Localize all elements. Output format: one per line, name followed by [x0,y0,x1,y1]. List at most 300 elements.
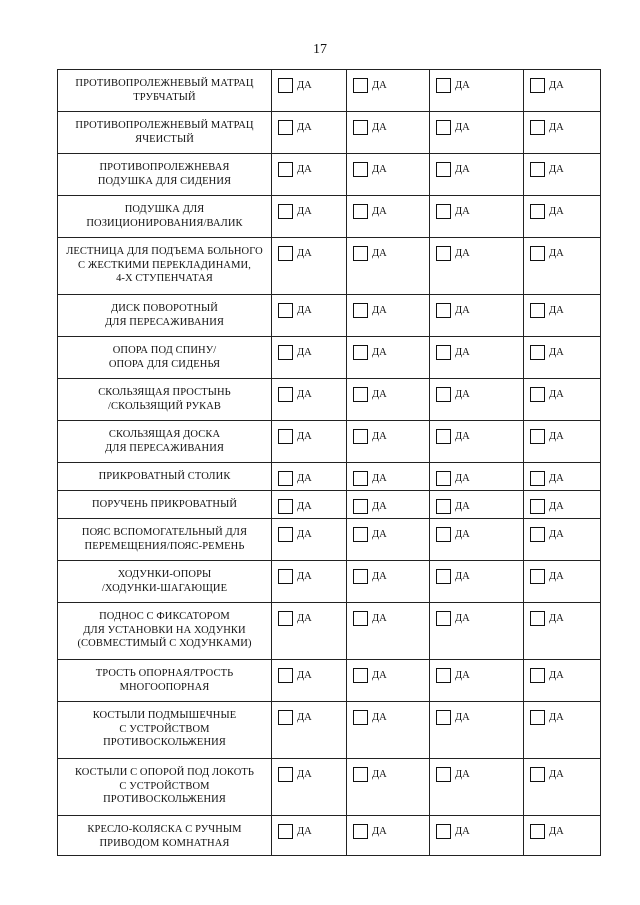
checkbox[interactable] [530,611,545,626]
item-name-line: ТРОСТЬ ОПОРНАЯ/ТРОСТЬ [95,668,234,679]
checkbox[interactable] [530,78,545,93]
yes-checkbox-option[interactable] [272,196,346,219]
yes-checkbox-option[interactable] [524,238,600,261]
item-name-cell [58,154,272,196]
option-cell [272,561,347,603]
checkbox[interactable] [436,499,451,514]
yes-checkbox-option[interactable] [524,154,600,177]
option-cell [524,660,601,702]
table-row [58,491,601,519]
item-name-line: ПОЗИЦИОНИРОВАНИЯ/ВАЛИК [86,217,243,229]
yes-checkbox-option[interactable] [524,561,600,584]
option-cell [272,603,347,660]
item-name-line: (СОВМЕСТИМЫЙ С ХОДУНКАМИ) [77,638,252,649]
checkbox-label: ДА [372,472,387,484]
checkbox-label: ДА [549,825,564,837]
yes-checkbox-option[interactable] [524,660,600,683]
yes-checkbox-option[interactable] [430,196,523,219]
option-cell [430,759,524,816]
checkbox-label: ДА [372,768,387,780]
checkbox[interactable] [278,345,293,360]
checkbox[interactable] [278,527,293,542]
item-name-line: ПЕРЕМЕЩЕНИЯ/ПОЯС-РЕМЕНЬ [84,540,245,552]
option-cell [524,112,601,154]
table-row [58,379,601,421]
checkbox-label: ДА [455,346,470,358]
checkbox-label: ДА [455,669,470,681]
checkbox[interactable] [436,246,451,261]
checkbox[interactable] [436,78,451,93]
yes-checkbox-option[interactable] [272,421,346,444]
option-cell [347,660,430,702]
yes-checkbox-option[interactable] [272,337,346,360]
option-cell [430,491,524,519]
yes-checkbox-option[interactable] [430,759,523,782]
yes-checkbox-option[interactable] [347,491,429,514]
checkbox[interactable] [530,246,545,261]
checkbox[interactable] [353,387,368,402]
checkbox[interactable] [436,668,451,683]
table-row [58,660,601,702]
yes-checkbox-option[interactable] [524,112,600,135]
checkbox-label: ДА [372,388,387,400]
checkbox[interactable] [353,471,368,486]
yes-checkbox-option[interactable] [430,702,523,725]
checkbox-label: ДА [455,388,470,400]
yes-checkbox-option[interactable] [524,337,600,360]
item-name-line: 4-Х СТУПЕНЧАТАЯ [116,273,213,284]
checkbox[interactable] [353,345,368,360]
checkbox-label: ДА [372,570,387,582]
checkbox[interactable] [353,767,368,782]
checkbox-label: ДА [455,79,470,91]
checkbox[interactable] [530,499,545,514]
item-name-line: ПРОТИВОПРОЛЕЖНЕВАЯ [99,162,230,173]
yes-checkbox-option[interactable] [272,816,346,839]
option-cell [272,463,347,491]
checkbox-label: ДА [455,121,470,133]
yes-checkbox-option[interactable] [430,816,523,839]
option-cell [430,196,524,238]
checkbox[interactable] [436,162,451,177]
option-cell [430,561,524,603]
item-name-line: ПРИКРОВАТНЫЙ СТОЛИК [98,471,231,482]
checkbox[interactable] [530,345,545,360]
checkbox-label: ДА [549,346,564,358]
page-number: 17 [313,42,327,57]
option-cell [347,154,430,196]
item-name-line: ТРУБЧАТЫЙ [133,91,196,103]
item-name-cell [58,463,272,491]
yes-checkbox-option[interactable] [430,491,523,514]
yes-checkbox-option[interactable] [272,660,346,683]
checkbox[interactable] [278,78,293,93]
checkbox[interactable] [530,204,545,219]
item-name-line: ДЛЯ ПЕРЕСАЖИВАНИЯ [104,316,224,328]
yes-checkbox-option[interactable] [524,196,600,219]
item-name-cell [58,702,272,759]
option-cell [272,70,347,112]
yes-checkbox-option[interactable] [430,238,523,261]
checkbox[interactable] [353,204,368,219]
item-name-line: ХОДУНКИ-ОПОРЫ [117,569,212,580]
option-cell [524,295,601,337]
yes-checkbox-option[interactable] [272,154,346,177]
equipment-form-table [57,69,601,856]
table-row [58,337,601,379]
yes-checkbox-option[interactable] [347,337,429,360]
option-cell [430,816,524,856]
item-name-line: С УСТРОЙСТВОМ [119,723,210,735]
yes-checkbox-option[interactable] [272,491,346,514]
checkbox-label: ДА [297,79,312,91]
checkbox[interactable] [278,246,293,261]
yes-checkbox-option[interactable] [524,463,600,486]
checkbox[interactable] [436,345,451,360]
option-cell [347,759,430,816]
yes-checkbox-option[interactable] [272,561,346,584]
checkbox-label: ДА [372,247,387,259]
option-cell [347,70,430,112]
option-cell [524,421,601,463]
checkbox[interactable] [353,499,368,514]
yes-checkbox-option[interactable] [272,463,346,486]
yes-checkbox-option[interactable] [430,70,523,93]
item-name-line: ПРОТИВОПРОЛЕЖНЕВЫЙ МАТРАЦ [75,78,254,89]
checkbox[interactable] [436,303,451,318]
checkbox[interactable] [530,162,545,177]
option-cell [430,238,524,295]
checkbox[interactable] [530,527,545,542]
checkbox[interactable] [353,246,368,261]
yes-checkbox-option[interactable] [524,295,600,318]
item-name-line: ПРОТИВОСКОЛЬЖЕНИЯ [103,794,226,805]
checkbox[interactable] [353,824,368,839]
yes-checkbox-option[interactable] [524,421,600,444]
checkbox-label: ДА [297,388,312,400]
checkbox[interactable] [530,668,545,683]
yes-checkbox-option[interactable] [430,154,523,177]
item-name-line: ПРОТИВОСКОЛЬЖЕНИЯ [103,737,226,748]
table-row [58,561,601,603]
checkbox[interactable] [353,569,368,584]
checkbox[interactable] [436,204,451,219]
checkbox-label: ДА [549,500,564,512]
option-cell [272,702,347,759]
item-name-cell [58,337,272,379]
checkbox-label: ДА [455,768,470,780]
yes-checkbox-option[interactable] [347,759,429,782]
yes-checkbox-option[interactable] [524,519,600,542]
checkbox-label: ДА [549,247,564,259]
checkbox[interactable] [278,162,293,177]
table-row [58,238,601,295]
checkbox[interactable] [278,387,293,402]
checkbox-label: ДА [372,528,387,540]
table-row [58,519,601,561]
item-name-cell [58,519,272,561]
form-rows [58,70,601,856]
yes-checkbox-option[interactable] [272,295,346,318]
checkbox[interactable] [278,471,293,486]
checkbox-label: ДА [372,500,387,512]
yes-checkbox-option[interactable] [524,759,600,782]
option-cell [347,561,430,603]
checkbox[interactable] [353,120,368,135]
yes-checkbox-option[interactable] [347,196,429,219]
yes-checkbox-option[interactable] [524,379,600,402]
item-name-line: С ЖЕСТКИМИ ПЕРЕКЛАДИНАМИ, [78,259,251,271]
option-cell [347,491,430,519]
yes-checkbox-option[interactable] [430,603,523,626]
checkbox[interactable] [278,429,293,444]
table-row [58,154,601,196]
option-cell [430,702,524,759]
yes-checkbox-option[interactable] [347,519,429,542]
checkbox[interactable] [353,611,368,626]
yes-checkbox-option[interactable] [272,112,346,135]
checkbox-label: ДА [455,430,470,442]
checkbox-label: ДА [455,163,470,175]
table-row [58,295,601,337]
checkbox[interactable] [436,824,451,839]
option-cell [524,70,601,112]
checkbox[interactable] [436,767,451,782]
checkbox[interactable] [436,710,451,725]
option-cell [347,603,430,660]
checkbox-label: ДА [297,612,312,624]
option-cell [347,238,430,295]
checkbox-label: ДА [297,528,312,540]
item-name-cell [58,491,272,519]
item-name-line: /ХОДУНКИ-ШАГАЮЩИЕ [101,582,228,594]
yes-checkbox-option[interactable] [272,379,346,402]
checkbox[interactable] [353,710,368,725]
option-cell [430,70,524,112]
checkbox-label: ДА [297,500,312,512]
yes-checkbox-option[interactable] [272,238,346,261]
yes-checkbox-option[interactable] [272,70,346,93]
option-cell [430,295,524,337]
checkbox-label: ДА [549,430,564,442]
yes-checkbox-option[interactable] [347,561,429,584]
item-name-line: ЛЕСТНИЦА ДЛЯ ПОДЪЕМА БОЛЬНОГО [66,246,263,257]
yes-checkbox-option[interactable] [524,603,600,626]
item-name-cell [58,660,272,702]
option-cell [347,816,430,856]
checkbox[interactable] [436,611,451,626]
item-name-line: С УСТРОЙСТВОМ [119,780,210,792]
checkbox[interactable] [530,569,545,584]
checkbox[interactable] [353,78,368,93]
item-name-cell [58,421,272,463]
yes-checkbox-option[interactable] [347,379,429,402]
item-name-cell [58,603,272,660]
option-cell [524,379,601,421]
option-cell [272,759,347,816]
checkbox[interactable] [530,710,545,725]
checkbox-label: ДА [297,825,312,837]
checkbox-label: ДА [549,711,564,723]
yes-checkbox-option[interactable] [430,337,523,360]
checkbox[interactable] [530,303,545,318]
yes-checkbox-option[interactable] [347,154,429,177]
checkbox-label: ДА [455,528,470,540]
yes-checkbox-option[interactable] [347,295,429,318]
table-row [58,702,601,759]
yes-checkbox-option[interactable] [524,70,600,93]
option-cell [524,463,601,491]
checkbox[interactable] [278,611,293,626]
checkbox[interactable] [353,162,368,177]
checkbox[interactable] [530,471,545,486]
option-cell [430,660,524,702]
checkbox[interactable] [278,668,293,683]
table-row [58,70,601,112]
checkbox[interactable] [278,569,293,584]
yes-checkbox-option[interactable] [430,519,523,542]
checkbox-label: ДА [372,346,387,358]
option-cell [524,196,601,238]
item-name-line: ЯЧЕИСТЫЙ [135,133,194,145]
checkbox[interactable] [436,120,451,135]
yes-checkbox-option[interactable] [272,519,346,542]
checkbox[interactable] [278,303,293,318]
item-name-cell [58,759,272,816]
checkbox[interactable] [436,387,451,402]
yes-checkbox-option[interactable] [430,421,523,444]
yes-checkbox-option[interactable] [347,421,429,444]
table-row [58,112,601,154]
checkbox[interactable] [436,429,451,444]
option-cell [347,702,430,759]
checkbox[interactable] [530,767,545,782]
item-name-line: ПОДУШКА ДЛЯ [124,204,205,215]
option-cell [524,519,601,561]
yes-checkbox-option[interactable] [430,112,523,135]
option-cell [430,337,524,379]
yes-checkbox-option[interactable] [347,603,429,626]
checkbox-label: ДА [297,711,312,723]
yes-checkbox-option[interactable] [430,660,523,683]
table-row [58,463,601,491]
checkbox[interactable] [530,120,545,135]
checkbox-label: ДА [372,430,387,442]
item-name-line: ПОЯС ВСПОМОГАТЕЛЬНЫЙ ДЛЯ [81,527,248,538]
item-name-line: КОСТЫЛИ С ОПОРОЙ ПОД ЛОКОТЬ [74,767,255,778]
option-cell [430,603,524,660]
checkbox-label: ДА [549,205,564,217]
option-cell [430,519,524,561]
yes-checkbox-option[interactable] [430,295,523,318]
item-name-line: ОПОРА ПОД СПИНУ/ [112,345,217,356]
checkbox-label: ДА [372,79,387,91]
checkbox[interactable] [353,429,368,444]
option-cell [272,238,347,295]
yes-checkbox-option[interactable] [347,70,429,93]
yes-checkbox-option[interactable] [347,660,429,683]
checkbox-label: ДА [549,121,564,133]
yes-checkbox-option[interactable] [430,379,523,402]
checkbox-label: ДА [372,612,387,624]
checkbox[interactable] [530,824,545,839]
checkbox[interactable] [353,668,368,683]
item-name-cell [58,295,272,337]
yes-checkbox-option[interactable] [272,603,346,626]
checkbox-label: ДА [297,205,312,217]
checkbox[interactable] [436,471,451,486]
checkbox-label: ДА [372,711,387,723]
yes-checkbox-option[interactable] [347,238,429,261]
item-name-line: ДИСК ПОВОРОТНЫЙ [111,303,218,314]
option-cell [524,759,601,816]
yes-checkbox-option[interactable] [524,491,600,514]
checkbox[interactable] [278,499,293,514]
option-cell [524,337,601,379]
yes-checkbox-option[interactable] [272,702,346,725]
checkbox[interactable] [353,303,368,318]
option-cell [272,379,347,421]
item-name-cell [58,379,272,421]
option-cell [430,112,524,154]
checkbox-label: ДА [549,304,564,316]
checkbox-label: ДА [549,528,564,540]
checkbox-label: ДА [297,163,312,175]
checkbox-label: ДА [455,500,470,512]
item-name-line: ОПОРА ДЛЯ СИДЕНЬЯ [108,358,221,370]
option-cell [347,379,430,421]
checkbox[interactable] [278,204,293,219]
checkbox[interactable] [436,569,451,584]
option-cell [272,816,347,856]
checkbox[interactable] [278,824,293,839]
item-name-line: КРЕСЛО-КОЛЯСКА С РУЧНЫМ [87,824,242,835]
checkbox-label: ДА [297,430,312,442]
checkbox-label: ДА [455,825,470,837]
yes-checkbox-option[interactable] [524,702,600,725]
yes-checkbox-option[interactable] [272,759,346,782]
option-cell [272,154,347,196]
option-cell [347,295,430,337]
yes-checkbox-option[interactable] [430,463,523,486]
checkbox[interactable] [530,429,545,444]
checkbox[interactable] [530,387,545,402]
yes-checkbox-option[interactable] [347,816,429,839]
item-name-line: КОСТЫЛИ ПОДМЫШЕЧНЫЕ [92,710,237,721]
option-cell [272,421,347,463]
checkbox[interactable] [278,120,293,135]
checkbox[interactable] [353,527,368,542]
checkbox[interactable] [436,527,451,542]
yes-checkbox-option[interactable] [347,463,429,486]
item-name-cell [58,70,272,112]
item-name-line: /СКОЛЬЗЯЩИЙ РУКАВ [107,400,222,412]
checkbox[interactable] [278,767,293,782]
checkbox-label: ДА [297,570,312,582]
checkbox-label: ДА [549,768,564,780]
item-name-cell [58,238,272,295]
yes-checkbox-option[interactable] [524,816,600,839]
yes-checkbox-option[interactable] [347,112,429,135]
yes-checkbox-option[interactable] [430,561,523,584]
item-name-line: МНОГООПОРНАЯ [119,681,210,693]
yes-checkbox-option[interactable] [347,702,429,725]
checkbox[interactable] [278,710,293,725]
option-cell [272,519,347,561]
item-name-line: ДЛЯ ПЕРЕСАЖИВАНИЯ [104,442,224,454]
option-cell [347,463,430,491]
option-cell [524,238,601,295]
